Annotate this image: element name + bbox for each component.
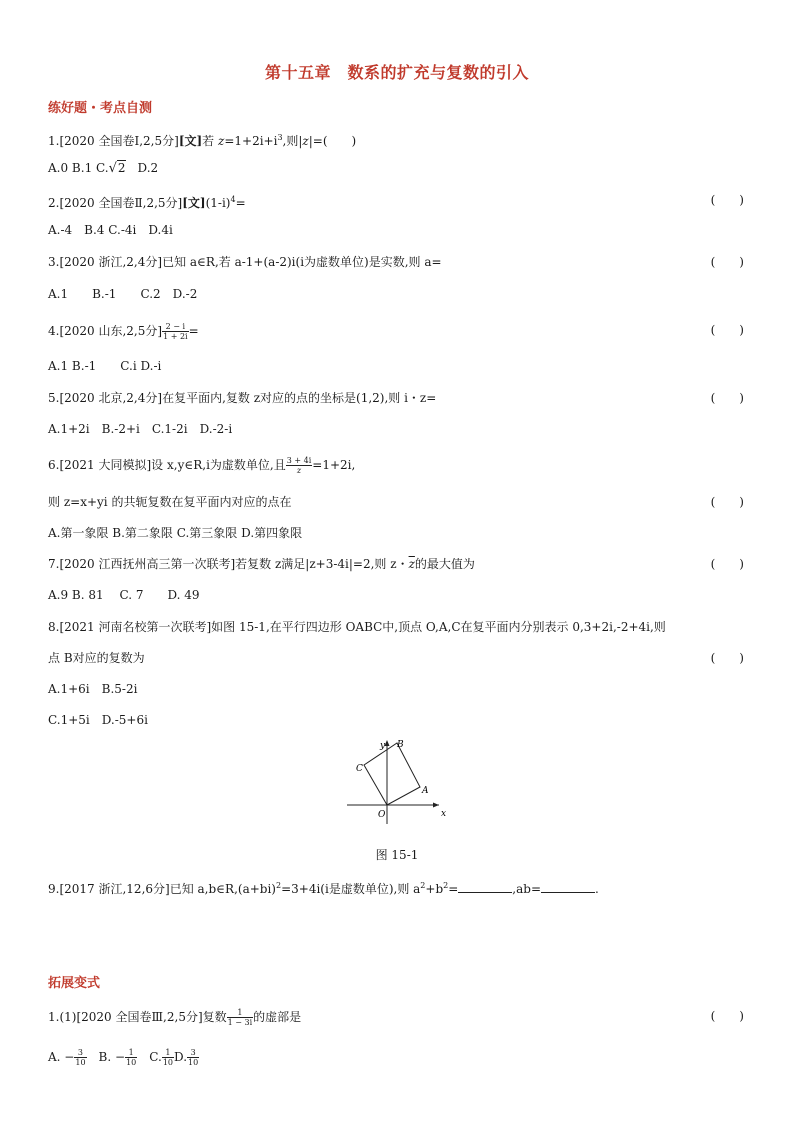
answer-bracket-8: ( ) — [710, 651, 744, 665]
question-6-line-2: 则 z=x+yi 的共轭复数在复平面内对应的点在 — [48, 495, 292, 509]
label-x: x — [441, 809, 447, 819]
question-9: 9.[2017 浙江,12,6分]已知 $a,b\in R,(a+bi)^2=3+4i(i$是虚数单位),则 $a^2+b^2= ,ab=$ . — [48, 881, 599, 896]
parallelogram-figure — [343, 736, 447, 824]
section-heading-extension: 拓展变式 — [48, 976, 101, 991]
label-o: O — [378, 810, 386, 820]
fraction: $\frac{3 + 4i}{z}$ — [286, 456, 312, 475]
extension-question-1: 1.(1)[2020 全国卷Ⅲ,2,5分]复数 $\frac{1}{1 - 3i}$ 的虚部是 — [48, 1008, 302, 1027]
answer-blank-2[interactable] — [541, 880, 595, 893]
question-3-options: A.1 B.-1 C.2 D.-2 — [48, 287, 198, 301]
question-5-options: A.1+2i B.-2+i C.1-2i D.-2-i — [48, 422, 233, 436]
answer-bracket-7: ( ) — [710, 557, 744, 571]
y-axis-arrow — [385, 740, 390, 746]
page-title: 第十五章 数系的扩充与复数的引入 — [264, 63, 529, 82]
fraction: $\frac{1}{10}$ — [162, 1048, 174, 1067]
question-2-options: A.-4 B.4 C.-4i D.4i — [48, 223, 173, 237]
question-6-options: A.第一象限 B.第二象限 C.第三象限 D.第四象限 — [48, 526, 303, 540]
question-8: 8.[2021 河南名校第一次联考]如图 15-1,在平行四边形 OABC中,顶点 O,A,C在复平面内分别表示 0,3+2i,-2+4i,则 — [48, 620, 666, 634]
extension-question-1-options: A. − $\frac{3}{10}$ B. − $\frac{1}{10}$ C. $\frac{1}{10}$ D. $\frac{3}{10}$ — [48, 1048, 199, 1067]
answer-bracket-3: ( ) — [710, 255, 744, 269]
question-8-line-2: 点 B对应的复数为 — [48, 651, 145, 665]
answer-bracket-5: ( ) — [710, 391, 744, 405]
question-6: 6.[2021 大同模拟]设 x,y∈R,i为虚数单位,且 $\frac{3 + 4i}{z}$ =1+2i, — [48, 456, 356, 475]
question-7-options: A.9 B. 81 C. 7 D. 49 — [48, 588, 200, 602]
fraction: $\frac{2 - i}{1 + 2i}$ — [163, 322, 188, 341]
question-7: 7.[2020 江西抚州高三第一次联考]若复数 z满足|z+3-4i|=2,则 z・$\overline{z}$的最大值为 — [48, 557, 475, 571]
label-y: y — [380, 741, 386, 751]
answer-bracket-e1: ( ) — [710, 1009, 744, 1023]
fraction: $\frac{3}{10}$ — [75, 1048, 86, 1067]
question-5: 5.[2020 北京,2,4分]在复平面内,复数 z对应的点的坐标是(1,2),则 i・z= — [48, 391, 437, 405]
figure-caption: 图 15-1 — [375, 848, 419, 862]
question-4: 4.[2020 山东,2,5分] $\frac{2 - i}{1 + 2i}$ = — [48, 322, 199, 341]
question-3: 3.[2020 浙江,2,4分]已知 a∈R,若 a-1+(a-2)i(i为虚数单位)是实数,则 a= — [48, 255, 442, 269]
question-8-options-1: A.1+6i B.5-2i — [48, 682, 138, 696]
question-2: 2.[2020 全国卷Ⅱ,2,5分][文]$(1-i)^4=$ — [48, 195, 246, 210]
fraction: $\frac{1}{1 - 3i}$ — [227, 1008, 253, 1027]
answer-bracket-4: ( ) — [710, 323, 744, 337]
label-a: A — [422, 786, 429, 796]
question-1: 1.[2020 全国卷Ⅰ,2,5分][文]若 $z=1+2i+i^3$,则|z|=( ) — [48, 133, 357, 148]
label-c: C — [356, 764, 363, 774]
question-1-options: A.0 B.1 C.√2 D.2 — [48, 161, 159, 176]
parallelogram-oabc — [364, 743, 420, 805]
answer-bracket-6: ( ) — [710, 495, 744, 509]
answer-bracket-2: ( ) — [710, 193, 744, 207]
section-heading-practice: 练好题・考点自测 — [48, 101, 153, 116]
x-axis-arrow — [433, 803, 439, 808]
question-4-options: A.1 B.-1 C.i D.-i — [48, 359, 162, 373]
fraction: $\frac{3}{10}$ — [188, 1048, 199, 1067]
label-b: B — [397, 740, 404, 750]
fraction: $\frac{1}{10}$ — [126, 1048, 137, 1067]
question-8-options-2: C.1+5i D.-5+6i — [48, 713, 148, 727]
sqrt-symbol: √ — [108, 161, 117, 176]
answer-blank-1[interactable] — [458, 880, 512, 893]
